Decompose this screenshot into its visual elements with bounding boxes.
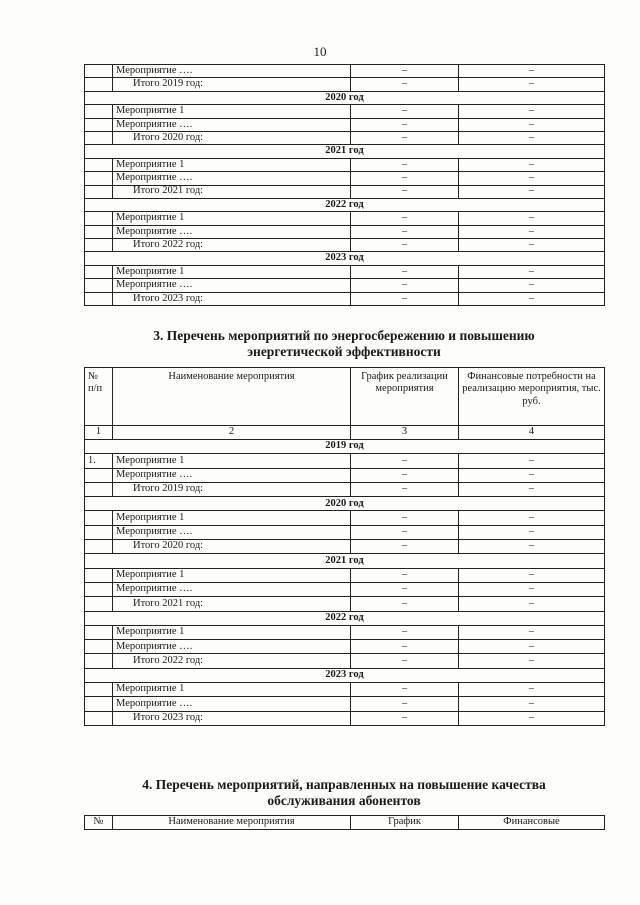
year-label: 2021 год — [85, 145, 605, 158]
row-number — [85, 568, 113, 582]
finance-cell: – — [459, 540, 605, 554]
finance-cell: – — [459, 511, 605, 525]
row-number — [85, 212, 113, 225]
total-label: Итого 2021 год: — [113, 597, 351, 611]
year-header-row — [85, 668, 605, 682]
activity-name: Мероприятие …. — [113, 468, 351, 482]
row-number — [85, 131, 113, 144]
row-number — [85, 654, 113, 668]
table-row — [85, 540, 605, 554]
table-row — [85, 640, 605, 654]
finance-cell: – — [459, 172, 605, 185]
finance-cell: – — [459, 239, 605, 252]
section-4-title-line-2: обслуживания абонентов — [267, 793, 421, 809]
total-label: Итого 2020 год: — [113, 131, 351, 144]
year-label: 2022 год — [85, 198, 605, 211]
activity-name: Мероприятие …. — [113, 525, 351, 539]
row-number — [85, 597, 113, 611]
row-number — [85, 482, 113, 496]
total-label: Итого 2023 год: — [113, 711, 351, 725]
row-number — [85, 697, 113, 711]
schedule-cell: – — [351, 78, 459, 91]
schedule-cell: – — [351, 105, 459, 118]
table-row — [85, 212, 605, 225]
section-3-title-line-1: 3. Перечень мероприятий по энергосбережению и повышению — [153, 328, 535, 343]
col-header-name: Наименование мероприятия — [113, 816, 351, 830]
schedule-cell: – — [351, 158, 459, 171]
activity-name: Мероприятие 1 — [113, 212, 351, 225]
schedule-cell: – — [351, 525, 459, 539]
table-row — [85, 568, 605, 582]
table-row — [85, 697, 605, 711]
finance-cell: – — [459, 482, 605, 496]
col-header-finance: Финансовые — [459, 816, 605, 830]
table-row — [85, 279, 605, 292]
col-header-number: № п/п — [85, 368, 113, 426]
col-header-schedule: График реализации мероприятия — [351, 368, 459, 426]
schedule-cell: – — [351, 131, 459, 144]
total-label: Итого 2021 год: — [113, 185, 351, 198]
activity-name: Мероприятие 1 — [113, 568, 351, 582]
section-4-title-line-1: 4. Перечень мероприятий, направленных на повышение качества — [142, 777, 546, 792]
year-label: 2021 год — [85, 554, 605, 568]
row-number — [85, 239, 113, 252]
table-row — [85, 78, 605, 91]
column-number: 1 — [85, 426, 113, 440]
finance-cell: – — [459, 265, 605, 278]
customer-service-table — [84, 815, 605, 830]
year-header-row — [85, 440, 605, 454]
year-header-row — [85, 91, 605, 104]
schedule-cell: – — [351, 582, 459, 596]
schedule-cell: – — [351, 292, 459, 305]
year-label: 2023 год — [85, 252, 605, 265]
finance-cell: – — [459, 131, 605, 144]
activity-name: Мероприятие 1 — [113, 511, 351, 525]
year-label: 2019 год — [85, 440, 605, 454]
schedule-cell: – — [351, 172, 459, 185]
table-row — [85, 468, 605, 482]
activity-name: Мероприятие 1 — [113, 625, 351, 639]
table-row — [85, 654, 605, 668]
table-row — [85, 582, 605, 596]
schedule-cell: – — [351, 625, 459, 639]
schedule-cell: – — [351, 597, 459, 611]
row-number — [85, 172, 113, 185]
energy-saving-table — [84, 367, 605, 726]
table-header-row — [85, 368, 605, 426]
activity-name: Мероприятие …. — [113, 225, 351, 238]
col-header-number: № — [85, 816, 113, 830]
finance-cell: – — [459, 640, 605, 654]
total-label: Итого 2019 год: — [113, 78, 351, 91]
schedule-cell: – — [351, 697, 459, 711]
section-3-title-line-2: энергетической эффективности — [247, 344, 441, 360]
activity-name: Мероприятие …. — [113, 640, 351, 654]
schedule-cell: – — [351, 683, 459, 697]
table-row — [85, 172, 605, 185]
activity-name: Мероприятие 1 — [113, 158, 351, 171]
table-row — [85, 225, 605, 238]
finance-cell: – — [459, 185, 605, 198]
finance-cell: – — [459, 212, 605, 225]
schedule-cell: – — [351, 540, 459, 554]
finance-cell: – — [459, 158, 605, 171]
row-number — [85, 105, 113, 118]
activity-name: Мероприятие 1 — [113, 683, 351, 697]
schedule-cell: – — [351, 279, 459, 292]
row-number — [85, 525, 113, 539]
column-number: 4 — [459, 426, 605, 440]
year-label: 2020 год — [85, 497, 605, 511]
year-label: 2023 год — [85, 668, 605, 682]
total-label: Итого 2020 год: — [113, 540, 351, 554]
schedule-cell: – — [351, 454, 459, 468]
activity-name: Мероприятие …. — [113, 582, 351, 596]
schedule-cell: – — [351, 711, 459, 725]
section-3-title — [84, 328, 604, 360]
year-header-row — [85, 252, 605, 265]
row-number — [85, 711, 113, 725]
column-number: 2 — [113, 426, 351, 440]
activity-name: Мероприятие …. — [113, 65, 351, 78]
finance-cell: – — [459, 65, 605, 78]
activity-name: Мероприятие …. — [113, 118, 351, 131]
finance-cell: – — [459, 711, 605, 725]
table-row — [85, 158, 605, 171]
schedule-cell: – — [351, 654, 459, 668]
row-number — [85, 582, 113, 596]
finance-cell: – — [459, 625, 605, 639]
schedule-cell: – — [351, 185, 459, 198]
year-label: 2020 год — [85, 91, 605, 104]
table-row — [85, 625, 605, 639]
row-number — [85, 683, 113, 697]
col-header-name: Наименование мероприятия — [113, 368, 351, 426]
finance-cell: – — [459, 683, 605, 697]
finance-cell: – — [459, 468, 605, 482]
schedule-cell: – — [351, 640, 459, 654]
finance-cell: – — [459, 697, 605, 711]
table-row — [85, 482, 605, 496]
finance-cell: – — [459, 279, 605, 292]
page-number: 10 — [313, 44, 327, 59]
column-number: 3 — [351, 426, 459, 440]
total-label: Итого 2019 год: — [113, 482, 351, 496]
row-number — [85, 158, 113, 171]
finance-cell: – — [459, 225, 605, 238]
schedule-cell: – — [351, 65, 459, 78]
schedule-cell: – — [351, 482, 459, 496]
schedule-cell: – — [351, 568, 459, 582]
schedule-cell: – — [351, 212, 459, 225]
row-number — [85, 65, 113, 78]
finance-cell: – — [459, 118, 605, 131]
finance-cell: – — [459, 568, 605, 582]
row-number — [85, 185, 113, 198]
column-numbers-row — [85, 426, 605, 440]
schedule-cell: – — [351, 118, 459, 131]
table-row — [85, 105, 605, 118]
table-row — [85, 265, 605, 278]
finance-cell: – — [459, 78, 605, 91]
row-number — [85, 118, 113, 131]
col-header-schedule: График — [351, 816, 459, 830]
table-row — [85, 292, 605, 305]
table-row — [85, 525, 605, 539]
table-row — [85, 597, 605, 611]
table-row — [85, 511, 605, 525]
activity-name: Мероприятие …. — [113, 279, 351, 292]
row-number — [85, 468, 113, 482]
activity-name: Мероприятие …. — [113, 172, 351, 185]
activity-name: Мероприятие 1 — [113, 454, 351, 468]
row-number: 1. — [85, 454, 113, 468]
row-number — [85, 78, 113, 91]
row-number — [85, 640, 113, 654]
year-header-row — [85, 554, 605, 568]
table-header-row — [85, 816, 605, 830]
year-label: 2022 год — [85, 611, 605, 625]
section-4-title — [84, 777, 604, 809]
schedule-cell: – — [351, 265, 459, 278]
row-number — [85, 625, 113, 639]
finance-cell: – — [459, 654, 605, 668]
year-header-row — [85, 145, 605, 158]
activity-name: Мероприятие …. — [113, 697, 351, 711]
finance-cell: – — [459, 454, 605, 468]
year-header-row — [85, 198, 605, 211]
row-number — [85, 265, 113, 278]
table-row — [85, 65, 605, 78]
finance-cell: – — [459, 105, 605, 118]
year-header-row — [85, 497, 605, 511]
row-number — [85, 292, 113, 305]
table-row — [85, 711, 605, 725]
schedule-cell: – — [351, 468, 459, 482]
schedule-cell: – — [351, 239, 459, 252]
total-label: Итого 2022 год: — [113, 239, 351, 252]
table-row — [85, 185, 605, 198]
row-number — [85, 225, 113, 238]
continuation-table — [84, 64, 605, 306]
total-label: Итого 2023 год: — [113, 292, 351, 305]
table-row — [85, 239, 605, 252]
row-number — [85, 279, 113, 292]
table-row — [85, 683, 605, 697]
row-number — [85, 540, 113, 554]
row-number — [85, 511, 113, 525]
finance-cell: – — [459, 525, 605, 539]
activity-name: Мероприятие 1 — [113, 265, 351, 278]
total-label: Итого 2022 год: — [113, 654, 351, 668]
schedule-cell: – — [351, 225, 459, 238]
finance-cell: – — [459, 582, 605, 596]
col-header-finance: Финансовые потребности на реализацию мероприятия, тыс. руб. — [459, 368, 605, 426]
table-row — [85, 118, 605, 131]
table-row — [85, 131, 605, 144]
finance-cell: – — [459, 597, 605, 611]
year-header-row — [85, 611, 605, 625]
schedule-cell: – — [351, 511, 459, 525]
activity-name: Мероприятие 1 — [113, 105, 351, 118]
table-row — [85, 454, 605, 468]
finance-cell: – — [459, 292, 605, 305]
